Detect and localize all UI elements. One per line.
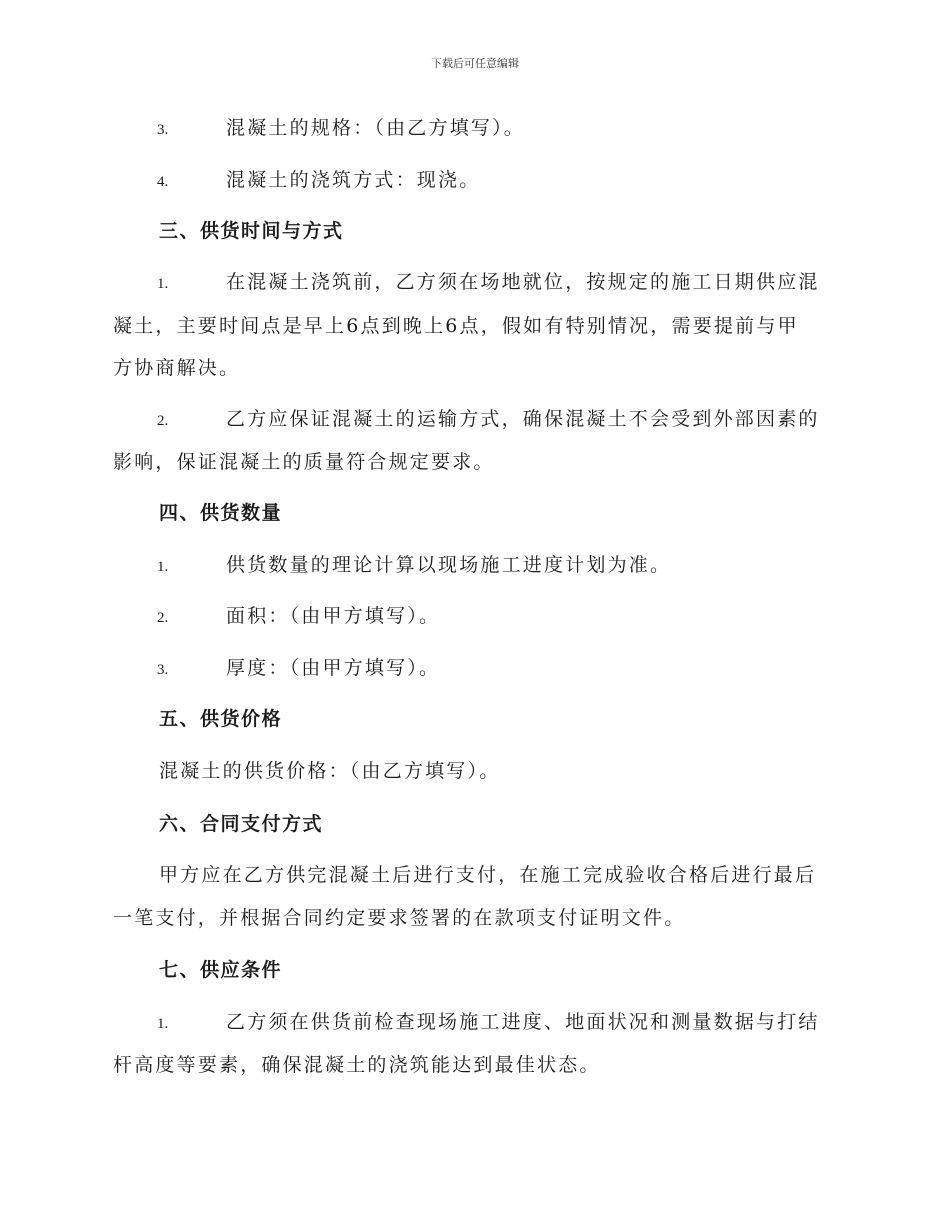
item-text: 杆高度等要素，确保混凝土的浇筑能达到最佳状态。 — [113, 1054, 601, 1076]
item-text: 乙方应保证混凝土的运输方式，确保混凝土不会受到外部因素的 — [226, 408, 820, 430]
item-text: 供货数量的理论计算以现场施工进度计划为准。 — [226, 554, 672, 576]
paragraph-text: 混凝土的供货价格：（由乙方填写）。 — [159, 760, 501, 782]
item-number: 4. — [157, 174, 169, 190]
item-text: 面积：（由甲方填写）。 — [226, 605, 441, 627]
item-text: 混凝土的浇筑方式：现浇。 — [226, 169, 481, 191]
item-number: 1. — [157, 1016, 169, 1032]
section-title: 七、供应条件 — [159, 959, 283, 981]
section-title: 五、供货价格 — [159, 708, 283, 730]
item-number: 1. — [157, 559, 169, 575]
paragraph-text: 一笔支付，并根据合同约定要求签署的在款项支付证明文件。 — [113, 907, 686, 929]
item-text: 乙方须在供货前检查现场施工进度、地面状况和测量数据与打结 — [226, 1011, 820, 1033]
item-number: 1. — [157, 276, 169, 292]
item-number: 3. — [157, 662, 169, 678]
section-title: 六、合同支付方式 — [159, 813, 324, 835]
item-number: 2. — [157, 610, 169, 626]
paragraph-text: 甲方应在乙方供完混凝土后进行支付，在施工完成验收合格后进行最后 — [159, 864, 817, 886]
item-text: 凝土，主要时间点是早上6点到晚上6点，假如有特别情况，需要提前与甲 — [113, 315, 799, 337]
item-number: 2. — [157, 413, 169, 429]
section-title: 四、供货数量 — [159, 502, 283, 524]
item-text: 厚度：（由甲方填写）。 — [226, 657, 441, 679]
item-text: 方协商解决。 — [113, 357, 241, 379]
item-number: 3. — [157, 122, 169, 138]
item-text: 影响，保证混凝土的质量符合规定要求。 — [113, 451, 495, 473]
item-text: 混凝土的规格：（由乙方填写）。 — [226, 117, 526, 139]
section-title: 三、供货时间与方式 — [159, 220, 344, 242]
item-text: 在混凝土浇筑前，乙方须在场地就位，按规定的施工日期供应混 — [226, 271, 820, 293]
page-header: 下载后可任意编辑 — [431, 57, 519, 70]
